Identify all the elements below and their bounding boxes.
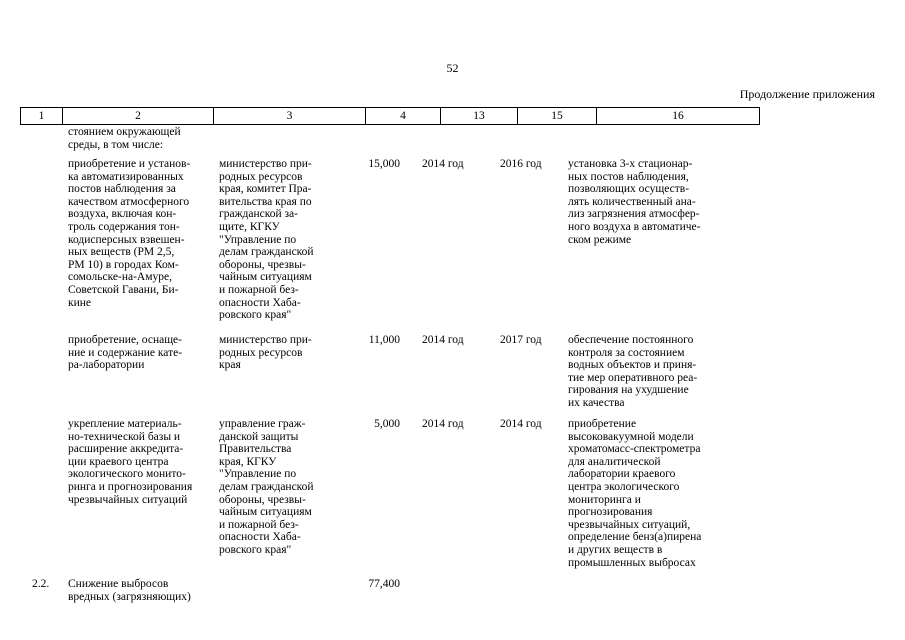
row-1-start-year: 2014 год bbox=[422, 158, 464, 170]
page-number: 52 bbox=[446, 61, 459, 75]
row-4-number: 2.2. bbox=[32, 578, 50, 590]
row-2-end-year: 2017 год bbox=[500, 334, 542, 346]
row-4-event: Снижение выбросов вредных (загрязняющих) bbox=[68, 578, 191, 603]
row-3-end-year: 2014 год bbox=[500, 418, 542, 430]
row-2-event: приобретение, оснаще- ние и содержание кате- ра-лаборатории bbox=[68, 334, 183, 372]
column-header-row bbox=[21, 108, 760, 125]
column-header-15: 15 bbox=[518, 108, 597, 125]
column-header-4: 4 bbox=[366, 108, 441, 125]
row-4-amount: 77,400 bbox=[368, 578, 400, 590]
row-2-executor: министерство при- родных ресурсов края bbox=[219, 334, 312, 372]
column-header-1: 1 bbox=[21, 108, 63, 125]
column-header-3: 3 bbox=[214, 108, 366, 125]
column-header-13: 13 bbox=[441, 108, 518, 125]
row-3-result: приобретение высоковакуумной модели хроматомасс-спектрометра для аналитической лаборатории краевого центра экологического мониторинга и прогнозирования чрезвычайных ситуаций, определение бенз(а)пирена и других веществ в промышленных выбросах bbox=[568, 418, 702, 569]
row-1-end-year: 2016 год bbox=[500, 158, 542, 170]
column-header-table bbox=[20, 107, 760, 125]
continuation-label: Продолжение приложения bbox=[739, 87, 875, 101]
row-1-executor: министерство при- родных ресурсов края, комитет Пра- вительства края по гражданской за- щите, КГКУ "Управление по делам гражданской обороны, чрезвы- чайным ситуациям и пожарной без- опасности Хаба- ровского края" bbox=[219, 158, 314, 322]
row-2-result: обеспечение постоянного контроля за состоянием водных объектов и приня- тие мер оперативного реа- гирования на ухудшение их качества bbox=[568, 334, 698, 409]
row-2-start-year: 2014 год bbox=[422, 334, 464, 346]
column-header-16: 16 bbox=[597, 108, 760, 125]
row-1-result: установка 3-х стационар- ных постов наблюдения, позволяющих осуществ- лять количественный ана- лиз загрязнения атмосфер- ного воздуха в автоматиче- ском режиме bbox=[568, 158, 701, 246]
row-2-amount: 11,000 bbox=[368, 334, 400, 346]
row-1-event: приобретение и установ- ка автоматизированных постов наблюдения за качеством атмосферного воздуха, включая кон- троль содержания тон- кодисперсных взвешен- ных веществ (РМ 2,5, РМ 10) в городах Ком- сомольске-на-Амуре, Советской Гавани, Би- кине bbox=[68, 158, 191, 309]
row-3-event: укрепление материаль- но-технической базы и расширение аккредита- ции краевого центра экологического монито- ринга и прогнозирования чрезвычайных ситуаций bbox=[68, 418, 193, 506]
row-1-amount: 15,000 bbox=[368, 158, 400, 170]
row-0-event: стоянием окружающей среды, в том числе: bbox=[68, 126, 181, 151]
row-3-start-year: 2014 год bbox=[422, 418, 464, 430]
row-3-executor: управление граж- данской защиты Правительства края, КГКУ "Управление по делам гражданской обороны, чрезвы- чайным ситуациям и пожарной без- опасности Хаба- ровского края" bbox=[219, 418, 314, 556]
row-3-amount: 5,000 bbox=[374, 418, 400, 430]
column-header-2: 2 bbox=[63, 108, 214, 125]
